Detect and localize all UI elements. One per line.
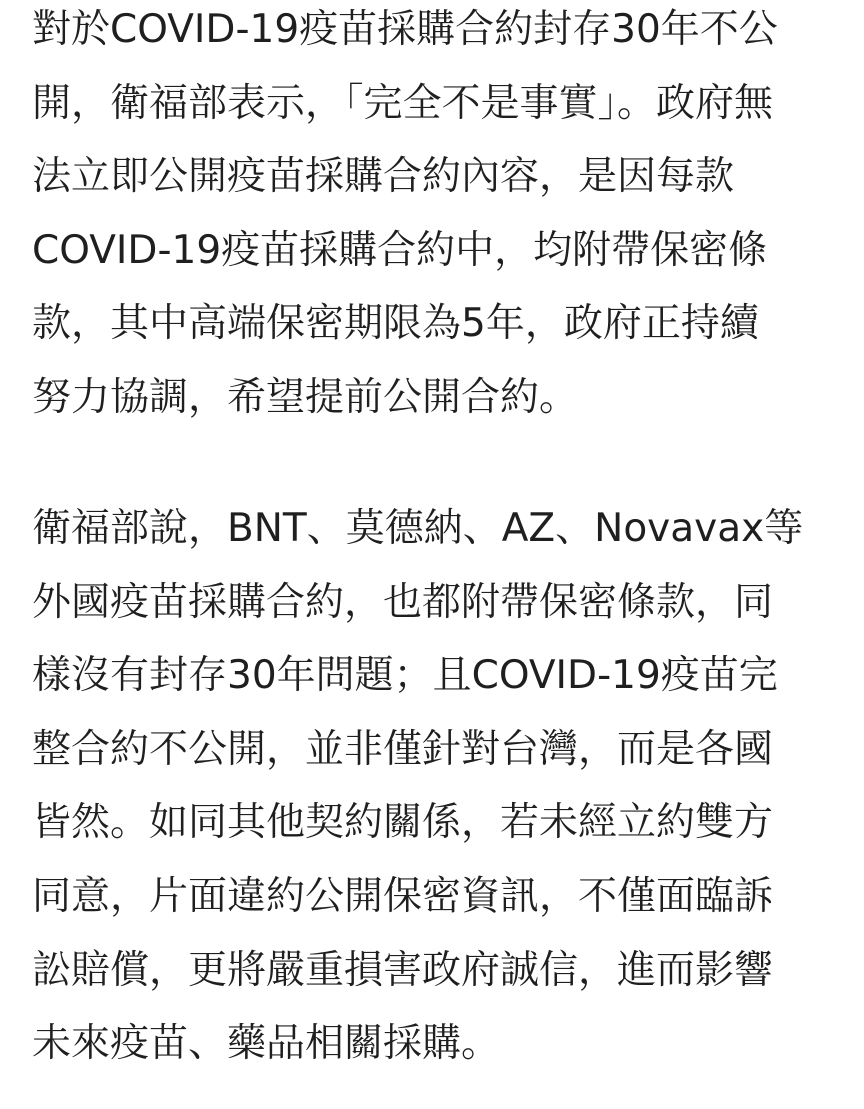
text-line: 外國疫苗採購合約，也都附帶保密條款，同 [32,579,774,625]
text-line: 努力協調，希望提前公開合約。 [32,374,579,420]
text-line: 開，衛福部表示，「完全不是事實」。政府無 [32,80,774,126]
text-line: COVID-19疫苗採購合約中，均附帶保密條 [32,227,768,273]
text-line: 訟賠償，更將嚴重損害政府誠信，進而影響 [32,947,774,993]
text-line: 對於COVID-19疫苗採購合約封存30年不公 [32,7,778,52]
paragraph-2 [32,492,803,1081]
text-line: 樣沒有封存30年問題；且COVID-19疫苗完 [32,653,778,699]
text-line: 衛福部說，BNT、莫德納、AZ、Novavax等 [32,506,804,551]
text-line: 法立即公開疫苗採購合約內容，是因每款 [32,154,735,200]
paragraph-1 [32,0,778,435]
text-line: 整合約不公開，並非僅針對台灣，而是各國 [32,726,774,772]
text-line: 未來疫苗、藥品相關採購。 [32,1021,501,1067]
text-line: 同意，片面違約公開保密資訊，不僅面臨訴 [32,873,774,919]
text-line: 款，其中高端保密期限為5年，政府正持續 [32,301,759,347]
text-line: 皆然。如同其他契約關係，若未經立約雙方 [32,800,774,846]
